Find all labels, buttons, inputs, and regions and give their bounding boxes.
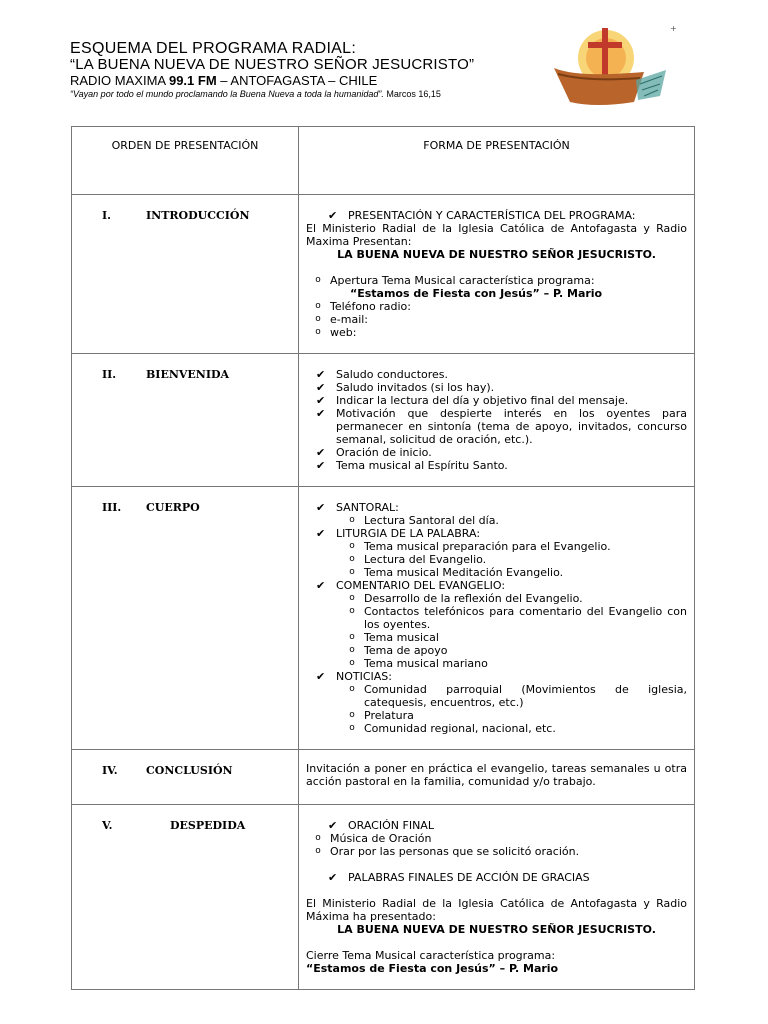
bullet-icon: o — [349, 723, 355, 733]
check-icon: ✔ — [316, 670, 326, 683]
section-content: Invitación a poner en práctica el evangelio, tareas semanales u otra acción pastoral en la familia, comunidad y/o trabajo. — [299, 750, 695, 805]
check-item: ✔ PALABRAS FINALES DE ACCIÓN DE GRACIAS — [328, 871, 590, 884]
check-icon: ✔ — [328, 819, 338, 832]
sub-list-item: o Tema musical preparación para el Evangelio. — [306, 540, 687, 553]
scripture-quote: “Vayan por todo el mundo proclamando la Buena Nueva a toda la humanidad”. Marcos 16,15 — [70, 89, 441, 99]
section-bienvenida — [72, 354, 695, 487]
bullet-icon: o — [315, 846, 321, 856]
bullet-icon: o — [349, 593, 355, 603]
section-content: ✔ ORACIÓN FINAL o Música de Oración o Orar por las personas que se solicitó oración. ✔ PALABRAS FINALES DE ACCIÓN DE GRACIAS El Ministerio Radial de la Iglesia Católica de Antofagasta y Radio Máxima ha presentado: LA BUENA NUEVA DE NUESTRO SEÑOR JESUCRISTO. Cierre Tema Musical característica programa: “Estamos de Fiesta con Jesús” – P. Mario — [299, 805, 695, 990]
check-icon: ✔ — [316, 446, 326, 459]
section-label: IV. CONCLUSIÓN — [72, 750, 299, 805]
check-item: ✔ SANTORAL: — [316, 501, 399, 514]
sub-list-item: o Lectura Santoral del día. — [306, 514, 687, 527]
boat-cross-logo — [548, 22, 678, 108]
program-schema-title: ESQUEMA DEL PROGRAMA RADIAL: — [70, 40, 357, 57]
bullet-icon: o — [315, 301, 321, 311]
list-item: o Orar por las personas que se solicitó oración. — [306, 845, 687, 858]
bullet-icon: o — [349, 541, 355, 551]
svg-text:+: + — [670, 24, 677, 33]
check-icon: ✔ — [316, 501, 326, 514]
bullet-icon: o — [315, 314, 321, 324]
section-content — [299, 487, 695, 750]
section-content — [299, 354, 695, 487]
table-header-row — [72, 127, 695, 195]
check-item: ✔ Oración de inicio. — [316, 446, 432, 459]
check-icon: ✔ — [316, 527, 326, 540]
section-cuerpo — [72, 487, 695, 750]
list-item: o web: — [306, 326, 687, 339]
bullet-icon: o — [349, 606, 355, 616]
check-item: ✔ Motivación que despierte interés en los oyentes para permanecer en sintonía (tema de apoyo, invitados, concurso semanal, solicitud de oración, etc.). — [316, 407, 687, 446]
sub-list-item: o Lectura del Evangelio. — [306, 553, 687, 566]
check-item: ✔ PRESENTACIÓN Y CARACTERÍSTICA DEL PROGRAMA: — [328, 209, 636, 222]
station-line: RADIO MAXIMA 99.1 FM – ANTOFAGASTA – CHILE — [70, 73, 378, 88]
check-item: ✔ Indicar la lectura del día y objetivo final del mensaje. — [316, 394, 629, 407]
bullet-icon: o — [349, 632, 355, 642]
check-icon: ✔ — [316, 579, 326, 592]
section-conclusion — [72, 750, 695, 805]
program-title: LA BUENA NUEVA DE NUESTRO SEÑOR JESUCRISTO. — [337, 923, 656, 936]
section-label: V. DESPEDIDA — [72, 805, 299, 990]
check-item: ✔ ORACIÓN FINAL — [328, 819, 434, 832]
check-icon: ✔ — [328, 209, 338, 222]
check-item: ✔ NOTICIAS: — [316, 670, 392, 683]
section-despedida — [72, 805, 695, 990]
bullet-icon: o — [349, 645, 355, 655]
check-item: ✔ Saludo invitados (si los hay). — [316, 381, 495, 394]
col-header-orden: ORDEN DE PRESENTACIÓN — [72, 127, 299, 195]
check-item: ✔ COMENTARIO DEL EVANGELIO: — [316, 579, 506, 592]
list-item: o Teléfono radio: — [306, 300, 687, 313]
section-label: II. BIENVENIDA — [72, 354, 299, 487]
list-item: o e-mail: — [306, 313, 687, 326]
col-header-forma: FORMA DE PRESENTACIÓN — [299, 127, 695, 195]
check-item: ✔ Saludo conductores. — [316, 368, 449, 381]
check-icon: ✔ — [328, 871, 338, 884]
sub-list-item: o Desarrollo de la reflexión del Evangelio. — [306, 592, 687, 605]
program-table — [71, 126, 695, 990]
sub-list-item: o Comunidad regional, nacional, etc. — [306, 722, 687, 735]
sub-list-item: o Tema de apoyo — [306, 644, 687, 657]
sub-list-item: o Comunidad parroquial (Movimientos de iglesia, catequesis, encuentros, etc.) — [306, 683, 687, 709]
check-icon: ✔ — [316, 407, 326, 420]
bullet-icon: o — [349, 710, 355, 720]
bullet-icon: o — [349, 567, 355, 577]
sub-list-item: o Tema musical mariano — [306, 657, 687, 670]
check-item: ✔ Tema musical al Espíritu Santo. — [316, 459, 508, 472]
list-item: o Música de Oración — [306, 832, 687, 845]
bullet-icon: o — [349, 554, 355, 564]
bullet-icon: o — [349, 658, 355, 668]
sub-list-item: o Prelatura — [306, 709, 687, 722]
check-icon: ✔ — [316, 381, 326, 394]
section-content: ✔ PRESENTACIÓN Y CARACTERÍSTICA DEL PROGRAMA: El Ministerio Radial de la Iglesia Católica de Antofagasta y Radio Maxima Presentan: LA BUENA NUEVA DE NUESTRO SEÑOR JESUCRISTO. o Apertura Tema Musical característica programa: “Estamos de Fiesta con Jesús” – P. Mario o Teléfono radio: o e-mail: o web: — [299, 195, 695, 354]
scripture-reference: Marcos 16,15 — [383, 89, 441, 99]
document-header — [70, 40, 550, 100]
sub-list-item: o Tema musical — [306, 631, 687, 644]
program-name: “LA BUENA NUEVA DE NUESTRO SEÑOR JESUCRISTO” — [70, 56, 475, 73]
program-title: LA BUENA NUEVA DE NUESTRO SEÑOR JESUCRISTO. — [337, 248, 656, 261]
check-icon: ✔ — [316, 368, 326, 381]
bullet-icon: o — [315, 833, 321, 843]
station-frequency: 99.1 FM — [168, 73, 217, 88]
bullet-icon: o — [315, 327, 321, 337]
bullet-icon: o — [315, 275, 321, 285]
bullet-icon: o — [349, 515, 355, 525]
section-introduccion — [72, 195, 695, 354]
check-icon: ✔ — [316, 459, 326, 472]
check-item: ✔ LITURGIA DE LA PALABRA: — [316, 527, 481, 540]
sub-list-item: o Contactos telefónicos para comentario del Evangelio con los oyentes. — [306, 605, 687, 631]
bullet-icon: o — [349, 684, 355, 694]
sub-list-item: o Tema musical Meditación Evangelio. — [306, 566, 687, 579]
check-icon: ✔ — [316, 394, 326, 407]
section-label: I. INTRODUCCIÓN — [72, 195, 299, 354]
list-item: o Apertura Tema Musical característica programa: — [306, 274, 687, 287]
section-label: III. CUERPO — [72, 487, 299, 750]
